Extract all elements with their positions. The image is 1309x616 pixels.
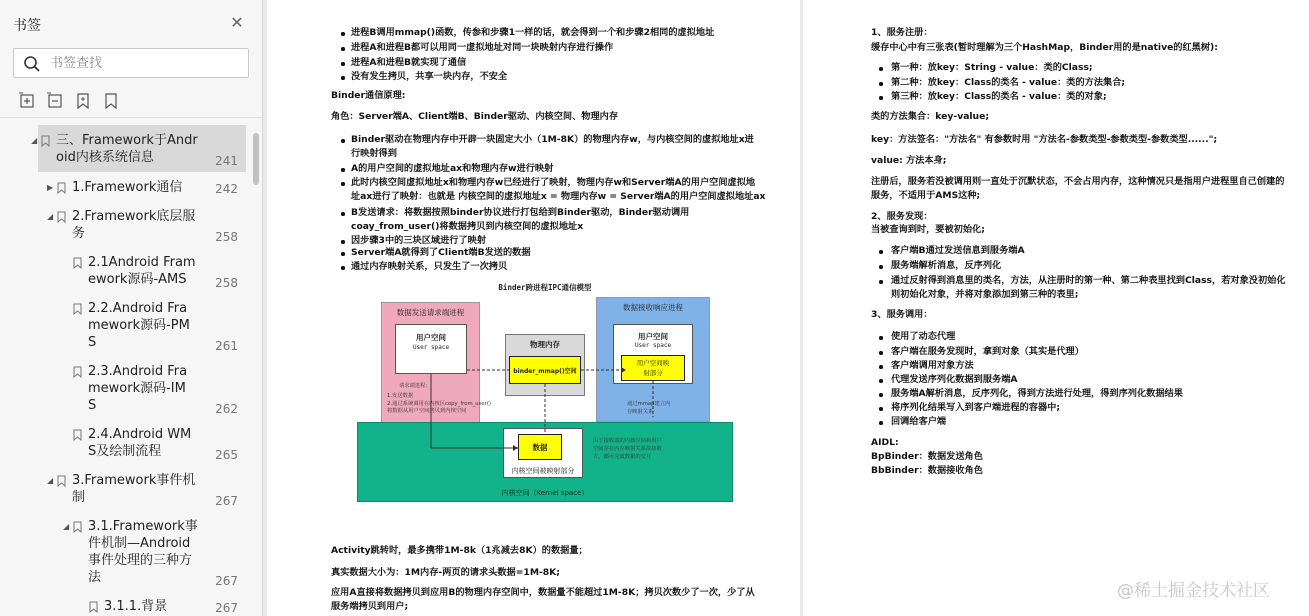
bullet-text: A的用户空间的虚拟地址ax和物理内存w进行映射 [351, 163, 554, 174]
diagram-note: 由于接收端的内核空间和用户 [593, 438, 662, 444]
bullet-text: 址ax进行了映射：也就是 内核空间的虚拟地址x = 物理内存w = Server端A的用户空间虚拟地址ax [351, 191, 766, 203]
bookmark-panel [0, 0, 263, 616]
paragraph-text: 应用A直接将数据拷贝到应用B的物理内存空间中，数据量不能超过1M-8K；拷贝次数少了一次，少了从 [331, 587, 755, 598]
bullet-dot [879, 365, 883, 369]
bookmark-page-number: 258 [215, 230, 238, 244]
bullet-dot [341, 212, 345, 216]
bookmark-item-label: oid内核系统信息 [56, 150, 154, 165]
bullet-text: 因步骤3中的三块区域进行了映射 [351, 235, 487, 246]
section-heading: 1、服务注册： [871, 27, 933, 38]
bullet-text: 服务端解析消息，反序列化 [891, 260, 1002, 271]
physical-memory-label: 物理内存 [530, 340, 560, 349]
bullet-dot [879, 96, 883, 100]
bookmark-item-label: 件机制—Android [88, 536, 191, 551]
diagram-note: 将数据从用户空间拷贝到内核空间 [387, 408, 467, 414]
bullet-text: 则初始化对象，并将对象添加到第三种的表里; [891, 289, 1079, 300]
bookmark-item-label: 三、Framework于Andr [56, 133, 198, 148]
paragraph-text: 服务端拷贝到用户; [331, 601, 409, 612]
panel-title: 书签 [13, 18, 41, 34]
bullet-dot [879, 421, 883, 425]
paragraph-text: BpBinder：数据发送角色 [871, 451, 983, 462]
scrollbar-thumb[interactable] [253, 133, 259, 185]
user-space-label: 用户空间 [416, 333, 446, 342]
bullet-text: Binder驱动在物理内存中开辟一块固定大小（1M-8K）的物理内存w，与内核空间的虚拟地址x进 [351, 134, 754, 145]
bookmark-page-number: 267 [215, 574, 238, 588]
close-icon[interactable]: ✕ [230, 13, 244, 32]
bookmark-item-label: S [88, 335, 97, 350]
divider [0, 117, 262, 118]
collapse-arrow-icon[interactable]: ◢ [47, 212, 54, 221]
bullet-dot [341, 139, 345, 143]
bookmark-page-number: 265 [215, 448, 238, 462]
paragraph-text: key：方法签名："方法名" 有参数时用 "方法名-参数类型-参数类型-参数类型......"; [871, 134, 1218, 145]
bookmark-item-label: 2.3.Android Fra [88, 364, 188, 379]
bullet-dot [341, 252, 345, 256]
bullet-text: 通过内存映射关系，只发生了一次拷贝 [351, 261, 508, 272]
bookmark-item-label: 2.Framework底层服 [72, 209, 196, 224]
diagram-arrows [355, 282, 735, 508]
bullet-dot [879, 82, 883, 86]
bookmark-item-icon [73, 366, 82, 378]
bullet-dot [879, 280, 883, 284]
recv-user-space-en-label: User space [634, 342, 672, 349]
bullet-dot [879, 336, 883, 340]
bookmark-item-icon [89, 601, 98, 613]
bullet-text: 第三种：放key：Class的类名 - value：类的对象; [891, 91, 1107, 102]
diagram-note: 请求端进程: [399, 383, 428, 389]
collapse-arrow-icon[interactable]: ◢ [63, 522, 70, 531]
bookmark-item-label: 事件处理的三种方 [88, 553, 193, 568]
bookmark-item-icon [73, 257, 82, 269]
bookmark-page-number: 267 [215, 494, 238, 508]
bookmark-search-box[interactable] [13, 48, 249, 78]
bullet-text: 代理发送序列化数据到服务端A [891, 374, 1018, 385]
bookmark-item-label: 1.Framework通信 [72, 180, 183, 195]
document-page-right [803, 0, 1309, 616]
collapse-all-icon[interactable] [46, 92, 64, 110]
bullet-text: 通过反射得到消息里的类名，方法，从注册时的第一种、第二种表里找到Class，若对象没初始化 [891, 275, 1286, 286]
section-heading: 3、服务调用： [871, 309, 933, 320]
bullet-text: 第二种：放key：Class的类名 - value：类的方法集合; [891, 77, 1126, 88]
bullet-dot [341, 182, 345, 186]
collapse-arrow-icon[interactable]: ◢ [47, 476, 54, 485]
bullet-text: 客户端B通过发送信息到服务端A [891, 245, 1025, 256]
diagram-title: Binder跨进程IPC通信模型 [498, 283, 592, 292]
bookmark-item-label: 3.1.Framework事 [88, 519, 198, 534]
bullet-text: 进程A和进程B就实现了通信 [351, 57, 467, 68]
paragraph-text: 缓存中心中有三张表(暂时理解为三个HashMap，Binder用的是native的红黑树): [871, 42, 1218, 53]
diagram-note: 2.通过系统调用在内核区copy_from_user() [387, 401, 491, 407]
kernel-map-label: 内核空间被映射部分 [511, 467, 575, 475]
bookmark-item-icon [57, 182, 66, 194]
bullet-dot [879, 379, 883, 383]
diagram-note: 存映射关系 [627, 409, 654, 415]
bookmark-item-label: S及绘制流程 [88, 444, 162, 459]
bookmark-item-label: 务 [72, 226, 86, 241]
bookmark-item-icon [57, 475, 66, 487]
bookmark-tree [0, 122, 262, 616]
diagram-note: 1.发送数据 [387, 393, 414, 399]
bookmark-item-label: ework源码-AMS [88, 272, 187, 287]
diagram-note: 通过mmap建立内 [627, 401, 671, 407]
bookmark-page-number: 242 [215, 182, 238, 196]
paragraph-text: 服务，不适用于AMS这种; [871, 190, 981, 201]
bullet-text: B发送请求：将数据按照binder协议进行打包给到Binder驱动，Binder驱动调用 [351, 207, 690, 218]
bookmark-icon[interactable] [102, 92, 120, 110]
bookmark-page-number: 267 [215, 601, 238, 615]
paragraph-text: 当被查询到时，要被初始化; [871, 224, 985, 235]
bullet-dot [341, 76, 345, 80]
bullet-text: 行映射得到 [351, 148, 397, 160]
roles-text: 角色：Server端A、Client端B、Binder驱动、内核空间、物理内存 [331, 111, 619, 122]
bullet-dot [879, 67, 883, 71]
bullet-text: Server端A就得到了Client端B发送的数据 [351, 247, 531, 258]
bookmark-item-label: 3.Framework事件机 [72, 473, 196, 488]
bullet-dot [341, 32, 345, 36]
bullet-dot [879, 265, 883, 269]
bookmark-item-icon [73, 303, 82, 315]
search-icon [23, 55, 41, 73]
bookmark-item-icon [41, 135, 50, 147]
bookmark-item-label: mework源码-IM [88, 381, 186, 396]
bullet-text: 服务端A解析消息，反序列化，得到方法进行处理，得到序列化数据结果 [891, 388, 1183, 399]
bullet-text: 客户端调用对象方法 [891, 360, 974, 371]
user-space-en-label: User space [412, 344, 450, 351]
bullet-text: 没有发生拷贝，共享一块内存，不安全 [351, 71, 508, 82]
bullet-text: 回调给客户端 [891, 416, 947, 427]
kernel-space-title: 内核空间（Kernel space） [501, 489, 589, 497]
bullet-text: 客户端在服务发现时，拿到对象（其实是代理） [891, 346, 1084, 357]
bullet-text: 此时内核空间虚拟地址x和物理内存w已经进行了映射，物理内存w和Server端A的用户空间虚拟地 [351, 177, 756, 188]
recv-map-label: 用户空间映 [636, 359, 670, 367]
paragraph-text: 真实数据大小为：1M内存-两页的请求头数据=1M-8K; [331, 567, 560, 578]
paragraph-text: 注册后，服务若没被调用则一直处于沉默状态，不会占用内存，这种情况只是指用户进程里自己创建的 [871, 176, 1285, 187]
bullet-dot [341, 168, 345, 172]
bookmark-item-label: S [88, 398, 97, 413]
bookmark-item-icon [57, 211, 66, 223]
recv-process-title: 数据接收响应进程 [623, 303, 683, 312]
bookmark-page-number: 241 [215, 154, 238, 168]
bullet-dot [879, 250, 883, 254]
paragraph-text: Activity跳转时，最多携带1M-8k（1兆减去8K）的数据量； [331, 545, 588, 556]
bookmark-item-label: 制 [72, 490, 86, 505]
paragraph-text: 类的方法集合：key-value; [871, 111, 989, 122]
bookmark-page-number: 261 [215, 339, 238, 353]
collapse-arrow-icon[interactable]: ◢ [31, 136, 38, 145]
bookmark-item-label: 2.1Android Fram [88, 255, 196, 270]
bookmark-item-label: 法 [88, 570, 102, 585]
bookmark-item-label: 3.1.1.背景 [104, 599, 168, 614]
bullet-dot [879, 393, 883, 397]
paragraph-text: value: 方法本身; [871, 155, 947, 166]
expand-arrow-icon[interactable]: ▶ [47, 183, 54, 192]
bullet-dot [341, 47, 345, 51]
bookmark-item-label: 2.4.Android WM [88, 427, 192, 442]
section-heading: 2、服务发现： [871, 211, 933, 222]
document-page-left [267, 0, 800, 616]
mmap-space-label: binder_mmap()空间 [513, 368, 577, 375]
bookmark-item-label: 2.2.Android Fra [88, 301, 188, 316]
data-label: 数据 [532, 443, 548, 452]
bullet-text: 将序列化结果写入到客户端进程的容器中; [891, 402, 1061, 413]
bullet-dot [341, 240, 345, 244]
recv-user-space-label: 用户空间 [638, 332, 668, 341]
bookmark-item-icon [73, 521, 82, 533]
paragraph-text: BbBinder：数据接收角色 [871, 465, 983, 476]
bullet-text: 第一种：放key：String - value：类的Class; [891, 62, 1093, 73]
bullet-text: coay_from_user()将数据拷贝到内核空间的虚拟地址x [351, 221, 584, 233]
bullet-dot [341, 62, 345, 66]
bullet-text: 进程B调用mmap()函数，传参和步骤1一样的话，就会得到一个和步骤2相同的虚拟地址 [351, 27, 715, 38]
watermark: @稀土掘金技术社区 [1117, 581, 1270, 601]
binder-ipc-diagram [355, 282, 735, 508]
bookmark-item-label: mework源码-PM [88, 318, 190, 333]
bookmark-search-input[interactable] [50, 53, 240, 73]
bookmark-page-number: 262 [215, 402, 238, 416]
send-process-title: 数据发送请求端进程 [396, 308, 465, 317]
bookmark-page-number: 258 [215, 276, 238, 290]
bullet-text: 使用了动态代理 [891, 331, 956, 342]
bullet-dot [341, 266, 345, 270]
paragraph-text: AIDL: [871, 437, 899, 448]
bullet-dot [879, 407, 883, 411]
diagram-note: 空间存在内存映射关系故接收 [593, 446, 662, 452]
section-heading: Binder通信原理: [331, 90, 406, 101]
bullet-dot [879, 351, 883, 355]
bullet-text: 进程A和进程B都可以用同一虚拟地址对同一块映射内存进行操作 [351, 42, 614, 53]
recv-map-label: 射部分 [643, 369, 663, 377]
diagram-note: 方，都可完成数据的交互 [593, 454, 652, 460]
bookmark-item-icon [73, 429, 82, 441]
add-bookmark-icon[interactable] [74, 92, 92, 110]
expand-all-icon[interactable] [18, 92, 36, 110]
